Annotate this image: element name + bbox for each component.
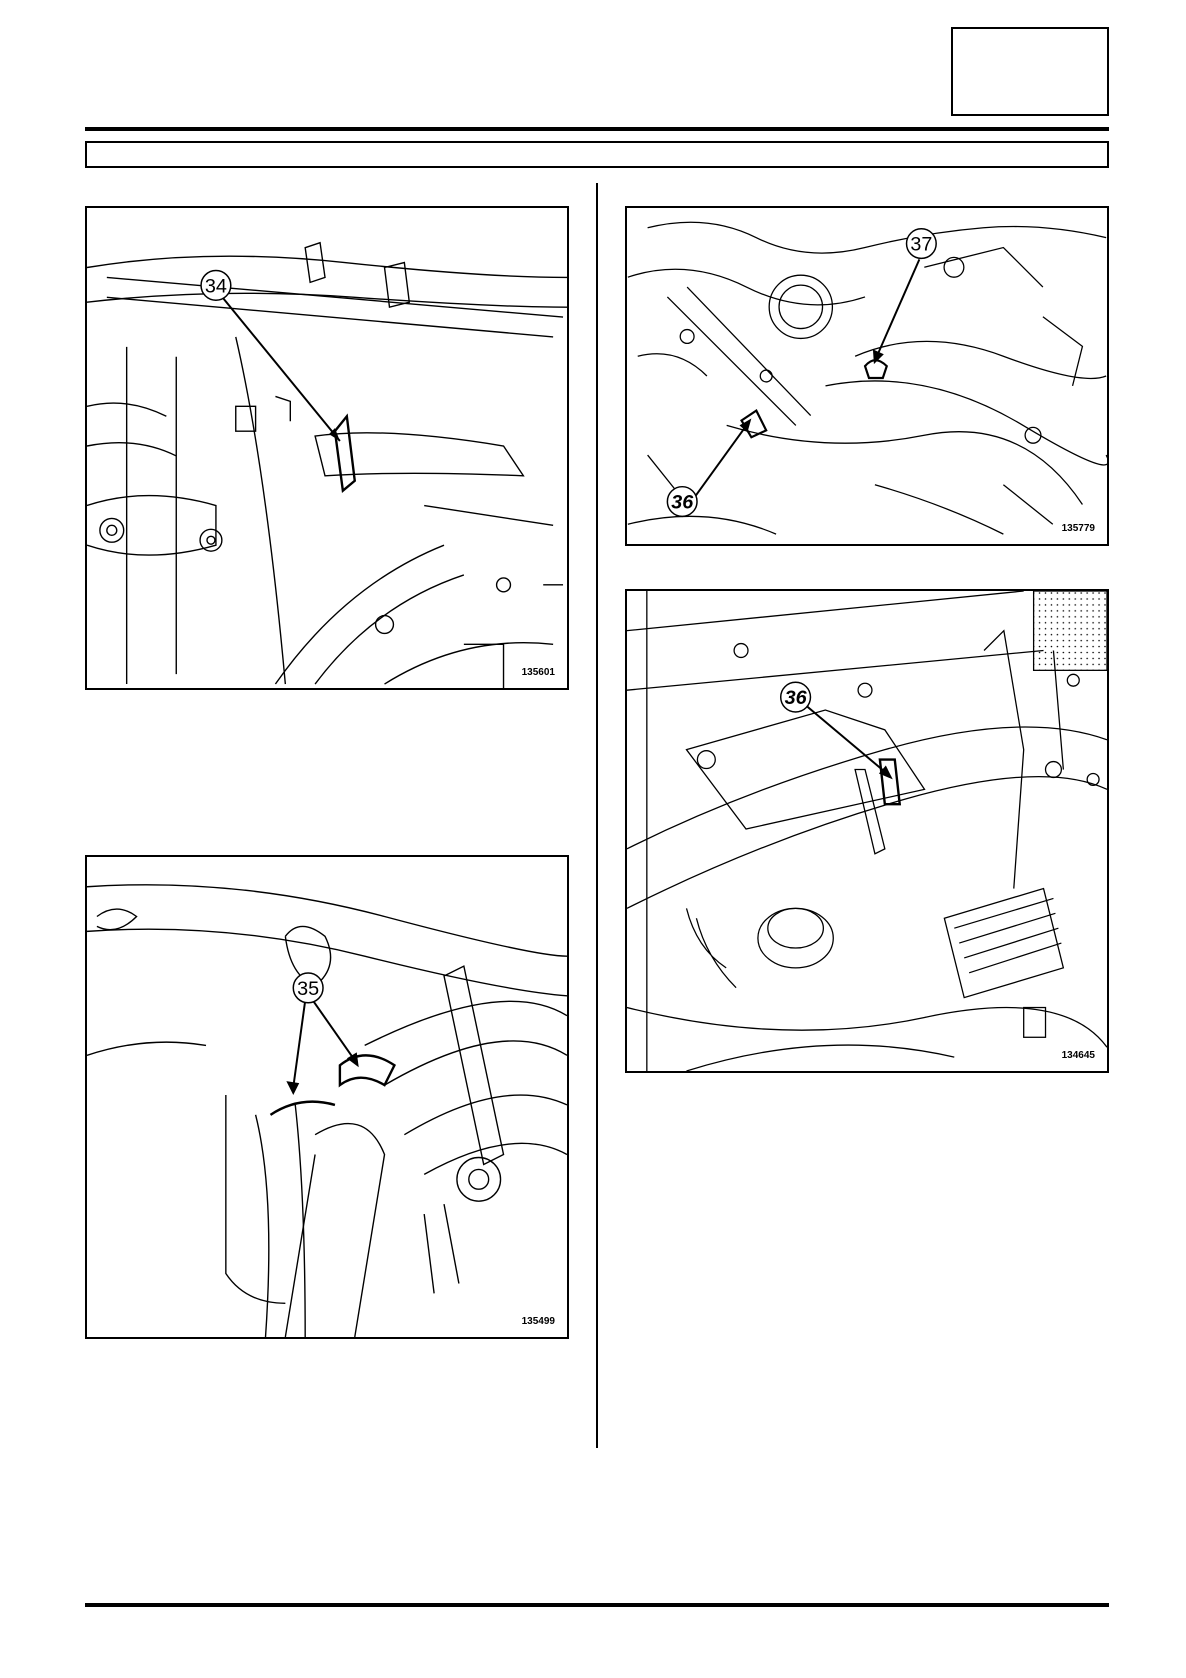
figure-number: 135779 [1061, 523, 1095, 534]
chapter-code-box [951, 27, 1109, 116]
callout-36: 36 [784, 687, 807, 710]
callout-37: 37 [910, 233, 933, 256]
callout-34: 34 [204, 275, 227, 298]
figure-134645 [625, 589, 1109, 1073]
figure-number: 135601 [521, 667, 555, 678]
figure-135499 [85, 855, 569, 1339]
footer-rule [85, 1603, 1109, 1607]
header-rule [85, 127, 1109, 131]
callout-35: 35 [297, 977, 320, 1000]
figure-135779 [625, 206, 1109, 546]
engine-illustration [87, 208, 567, 688]
figure-135601 [85, 206, 569, 690]
section-title-bar [85, 141, 1109, 168]
figure-number: 135499 [521, 1316, 555, 1327]
callout-36: 36 [671, 491, 694, 514]
figure-number: 134645 [1061, 1050, 1095, 1061]
column-divider [596, 183, 598, 1448]
